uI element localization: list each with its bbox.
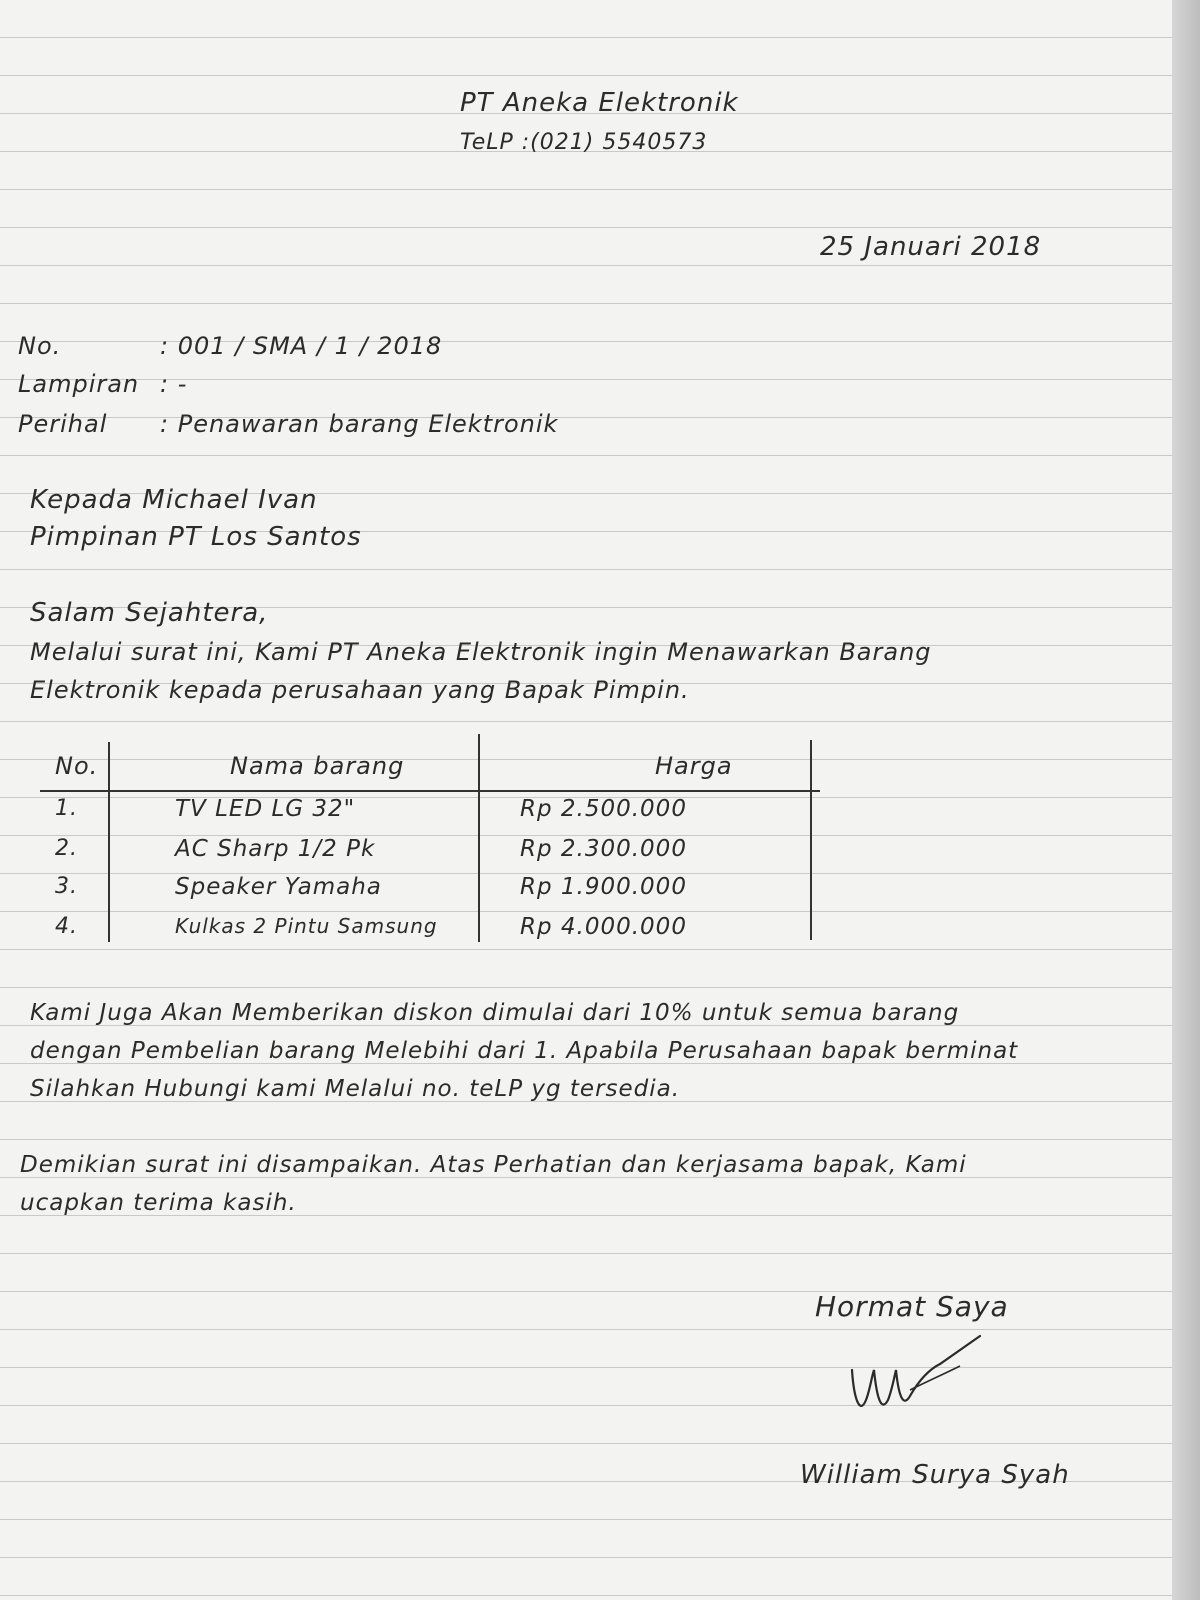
letter-date: 25 Januari 2018 [820,232,1042,262]
no-label: No. [18,332,62,360]
company-phone: TeLP :(021) 5540573 [460,130,708,155]
table-divider-1 [108,742,110,942]
intro-line-2: Elektronik kepada perusahaan yang Bapak Pimpin. [30,676,690,704]
table-header-harga: Harga [655,752,733,780]
no-value: : 001 / SMA / 1 / 2018 [160,332,443,360]
recipient-name: Kepada Michael Ivan [30,485,318,515]
table-cell-nama: Speaker Yamaha [175,874,382,900]
table-cell-no: 3. [55,874,78,899]
recipient-title: Pimpinan PT Los Santos [30,522,362,552]
closing-line-2: ucapkan terima kasih. [20,1190,297,1216]
discount-line-3: Silahkan Hubungi kami Melalui no. teLP yg tersedia. [30,1076,681,1102]
table-cell-no: 1. [55,796,78,821]
discount-line-1: Kami Juga Akan Memberikan diskon dimulai dari 10% untuk semua barang [30,1000,960,1026]
table-header-rule [40,790,820,792]
lampiran-value: : - [160,370,188,398]
binder-edge [1172,0,1200,1600]
table-cell-harga: Rp 4.000.000 [520,914,687,940]
table-cell-no: 4. [55,914,78,939]
table-divider-2 [478,734,480,942]
lampiran-label: Lampiran [18,370,140,398]
table-cell-harga: Rp 1.900.000 [520,874,687,900]
table-header-nama: Nama barang [230,752,405,780]
intro-line-1: Melalui surat ini, Kami PT Aneka Elektronik ingin Menawarkan Barang [30,638,932,666]
table-cell-nama: AC Sharp 1/2 Pk [175,836,376,862]
table-divider-3 [810,740,812,940]
table-cell-harga: Rp 2.300.000 [520,836,687,862]
greeting: Salam Sejahtera, [30,598,269,628]
table-cell-nama: Kulkas 2 Pintu Samsung [175,914,438,938]
perihal-label: Perihal [18,410,108,438]
table-cell-nama: TV LED LG 32" [175,796,356,822]
closing-line-1: Demikian surat ini disampaikan. Atas Perhatian dan kerjasama bapak, Kami [20,1152,967,1178]
signature-mark [840,1330,1000,1440]
company-name: PT Aneka Elektronik [460,88,739,118]
signer-name: William Surya Syah [800,1460,1070,1490]
discount-line-2: dengan Pembelian barang Melebihi dari 1. Apabila Perusahaan bapak berminat [30,1038,1019,1064]
perihal-value: : Penawaran barang Elektronik [160,410,559,438]
table-header-no: No. [55,752,99,780]
table-cell-no: 2. [55,836,78,861]
regards: Hormat Saya [815,1290,1009,1323]
table-cell-harga: Rp 2.500.000 [520,796,687,822]
